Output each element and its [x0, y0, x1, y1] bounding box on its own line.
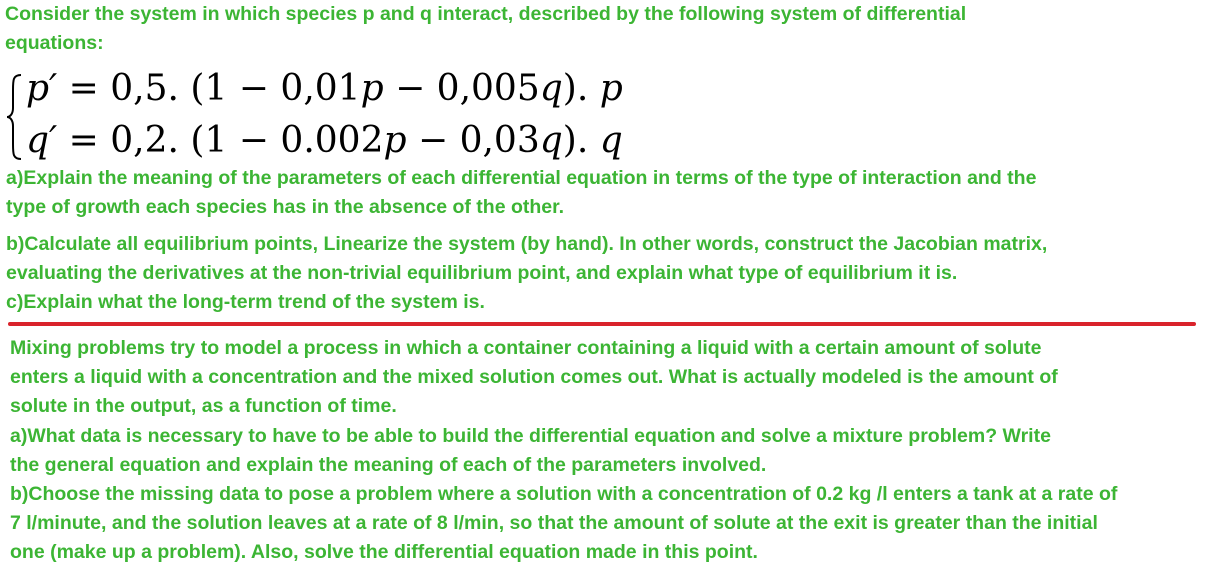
- problem2-intro-line3: solute in the output, as a function of time.: [10, 395, 397, 417]
- problem2-intro-line1: Mixing problems try to model a process in which a container containing a liquid with a certain amount of solute: [10, 337, 1042, 359]
- problem2-part-b-line1: b)Choose the missing data to pose a problem where a solution with a concentration of 0.2 kg /l enters a tank at a rate of: [10, 483, 1118, 505]
- system-brace-icon: [5, 72, 23, 162]
- problem1-part-c-line1: c)Explain what the long-term trend of the system is.: [6, 291, 485, 313]
- section-divider: [8, 322, 1196, 326]
- problem1-part-a-line1: a)Explain the meaning of the parameters of each differential equation in terms of the type of interaction and the: [6, 167, 1037, 189]
- problem1-intro-line1: Consider the system in which species p and q interact, described by the following system of differential: [5, 3, 967, 25]
- problem1-intro-line2: equations:: [5, 32, 104, 54]
- equation-q: q′ = 0,2. (1 − 0.002p − 0,03q). q: [26, 120, 623, 161]
- problem1-part-a-line2: type of growth each species has in the absence of the other.: [6, 196, 565, 218]
- equation-p: p′ = 0,5. (1 − 0,01p − 0,005q). p: [26, 68, 623, 109]
- problem2-part-a-line2: the general equation and explain the meaning of each of the parameters involved.: [10, 454, 767, 476]
- problem1-part-b-line2: evaluating the derivatives at the non-trivial equilibrium point, and explain what type of equilibrium it is.: [6, 262, 958, 284]
- problem1-part-b-line1: b)Calculate all equilibrium points, Linearize the system (by hand). In other words, construct the Jacobian matrix,: [6, 233, 1048, 255]
- problem2-part-b-line3: one (make up a problem). Also, solve the differential equation made in this point.: [10, 541, 758, 563]
- problem2-intro-line2: enters a liquid with a concentration and the mixed solution comes out. What is actually modeled is the amount of: [10, 366, 1058, 388]
- problem2-part-b-line2: 7 l/minute, and the solution leaves at a rate of 8 l/min, so that the amount of solute at the exit is greater than the initial: [10, 512, 1098, 534]
- problem2-part-a-line1: a)What data is necessary to have to be able to build the differential equation and solve a mixture problem? Write: [10, 425, 1051, 447]
